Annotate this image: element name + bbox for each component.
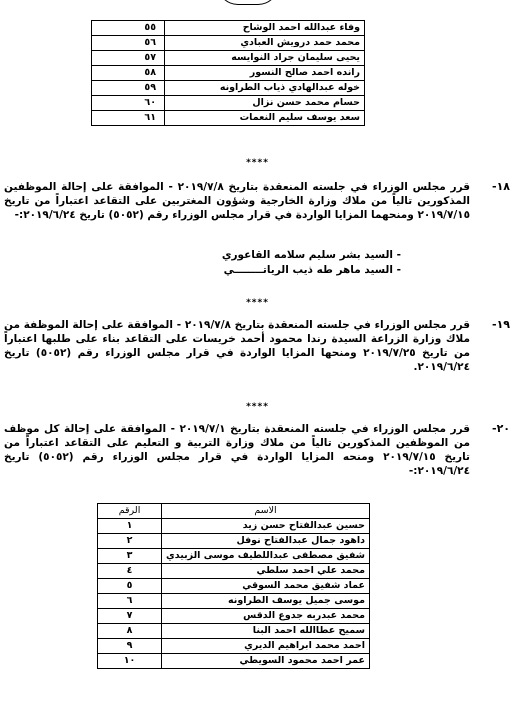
table-row <box>92 96 365 111</box>
retirees-table-2 <box>97 503 370 669</box>
table-row <box>92 36 365 51</box>
number-cell: ٥٥ <box>92 21 165 36</box>
number-cell: ٥٧ <box>92 51 165 66</box>
table-row <box>98 639 370 654</box>
name-cell: خوله عبدالهادي ذياب الطراونه <box>165 81 365 96</box>
number-cell: ٥٩ <box>92 81 165 96</box>
number-cell: ٣ <box>98 549 162 564</box>
table-row <box>98 624 370 639</box>
item-number: ١٨- <box>491 180 510 193</box>
table-row <box>98 564 370 579</box>
number-cell: ٦ <box>98 594 162 609</box>
table-row <box>92 111 365 126</box>
number-cell: ١٠ <box>98 654 162 669</box>
number-cell: ٤ <box>98 564 162 579</box>
section-separator: **** <box>246 402 269 412</box>
name-cell: عماد شفيق محمد السوقي <box>162 579 370 594</box>
table-row <box>98 519 370 534</box>
number-cell: ٥٦ <box>92 36 165 51</box>
name-cell: داهود جمال عبدالفتاح نوفل <box>162 534 370 549</box>
item-text: قرر مجلس الوزراء في جلسته المنعقدة بتاريخ ٢٠١٩/٧/٨ - الموافقة على إحالة الموظفة من ملاك وزارة الزراعة السيدة رندا محمود أحمد خريسات على التقاعد بناء على طلبها اعتباراً من تاريخ ٢٠١٩/٧/٢٥ ومنحها المزايا الواردة في قرار مجلس الوزراء رقم (٥٠٥٢) تاريخ ٢٠١٩/٦/٢٤. <box>4 319 470 373</box>
table-row <box>92 66 365 81</box>
number-cell: ٧ <box>98 609 162 624</box>
name-cell: محمد علي احمد سلطي <box>162 564 370 579</box>
name-cell: موسى جميل يوسف الطراونه <box>162 594 370 609</box>
table-row <box>98 609 370 624</box>
table-row <box>98 594 370 609</box>
name-cell: يحيى سليمان جراد النوايسه <box>165 51 365 66</box>
name-cell: عمر احمد محمود السويطي <box>162 654 370 669</box>
name-cell: وفاء عبدالله احمد الوشاح <box>165 21 365 36</box>
name-cell: احمد محمد ابراهيم الديري <box>162 639 370 654</box>
name-cell: حسام محمد حسن نزال <box>165 96 365 111</box>
table-row <box>92 81 365 96</box>
number-cell: ٥ <box>98 579 162 594</box>
number-cell: ١ <box>98 519 162 534</box>
item-text: قرر مجلس الوزراء في جلسته المنعقدة بتاريخ ٢٠١٩/٧/٨ - الموافقة على إحالة الموظفين المذكورين تالياً من ملاك وزارة الخارجية وشؤون المغتربين على التقاعد اعتباراً من تاريخ ٢٠١٩/٧/١٥ ومنحهما المزايا الواردة في قرار مجلس الوزراء رقم (٥٠٥٢) تاريخ ٢٠١٩/٦/٢٤:- <box>4 181 471 221</box>
name-cell: سعد يوسف سليم النعمات <box>165 111 365 126</box>
item-text: قرر مجلس الوزراء في جلسته المنعقدة بتاريخ ٢٠١٩/٧/١ - الموافقة على إحالة كل موظف من الموظفين المذكورين تالياً من ملاك وزارة التربية و التعليم على التقاعد اعتباراً من تاريخ ٢٠١٩/٧/١٥ ومنحه المزايا الواردة في قرار مجلس الوزراء رقم (٥٠٥٢) تاريخ ٢٠١٩/٦/٢٤:- <box>4 423 471 477</box>
table-header-row <box>98 504 370 519</box>
name-cell: شفيق مصطفى عبداللطيف موسى الزبيدي <box>162 549 370 564</box>
number-cell: ٨ <box>98 624 162 639</box>
table-row <box>92 21 365 36</box>
name-cell: رانده احمد صالح النسور <box>165 66 365 81</box>
table-row <box>98 549 370 564</box>
table-row <box>92 51 365 66</box>
retiree-name-1: - السيد بشر سليم سلامه القاعوري <box>221 249 401 261</box>
decision-item-19 <box>4 318 510 374</box>
name-cell: حسين عبدالفتاح حسن زيد <box>162 519 370 534</box>
decision-item-18 <box>4 180 510 236</box>
decision-item-20 <box>4 422 510 478</box>
item-number: ١٩- <box>491 318 510 331</box>
number-cell: ٥٨ <box>92 66 165 81</box>
number-cell: ٢ <box>98 534 162 549</box>
item-number: ٢٠- <box>491 422 510 435</box>
section-separator: **** <box>246 158 269 168</box>
table-row <box>98 534 370 549</box>
page-header-curve <box>217 0 279 5</box>
retirees-table-1 <box>91 20 365 126</box>
name-cell: محمد عبدربه جدوع الدقس <box>162 609 370 624</box>
name-column-header: الاسم <box>162 504 370 519</box>
number-cell: ٩ <box>98 639 162 654</box>
number-column-header: الرقم <box>98 504 162 519</box>
name-cell: محمد حمد درويش العبادي <box>165 36 365 51</box>
retiree-name-2: - السيد ماهر طه ذيب الرياتــــــــي <box>223 264 401 276</box>
number-cell: ٦٠ <box>92 96 165 111</box>
section-separator: **** <box>246 298 269 308</box>
number-cell: ٦١ <box>92 111 165 126</box>
table-row <box>98 654 370 669</box>
table-row <box>98 579 370 594</box>
name-cell: سميح عطاالله احمد البنا <box>162 624 370 639</box>
